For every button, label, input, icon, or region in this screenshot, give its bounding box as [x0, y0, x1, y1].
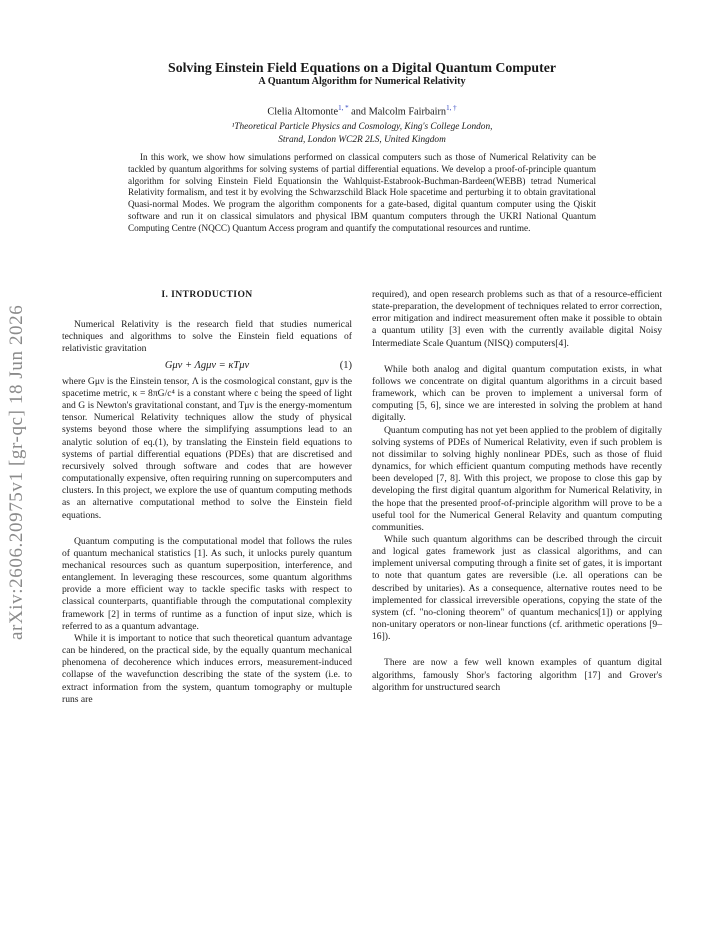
author-affiliation-marker[interactable]: 1, †: [446, 104, 457, 112]
abstract-text: In this work, we show how simulations performed on classical computers such as those of Numerical Relativity can be tackled by quantum algorithms for solving systems of partial differential equations. We develop a proof-of-principle quantum algorithm for solving Einstein Field Equationsin the Wahlquist-Estabrook-Buchman-Bardeen(WEBB) tetrad Numerical Relativity formalism, and test it by evolving the Schwarzschild Black Hole spacetime and perturbing it to obtain gravitational Quasi-normal Modes. We program the algorithm components for a gate-based, digital quantum computer using the Qiskit software and run it on classical simulators and physical IBM quantum computers through the UKRI National Quantum Computing Centre (NQCC) Quantum Access program and quantify the computational resources and runtime.: [128, 152, 596, 233]
paper-subtitle: A Quantum Algorithm for Numerical Relativity: [258, 76, 466, 87]
abstract: [128, 152, 596, 235]
left-column: [62, 289, 352, 706]
paragraph: Numerical Relativity is the research field that studies numerical techniques and algorithms to solve the Einstein field equations of relativistic gravitation: [62, 319, 352, 355]
section-heading: I. INTRODUCTION: [161, 289, 253, 300]
author-name: Clelia Altomonte: [267, 106, 339, 118]
paragraph: Quantum computing is the computational model that follows the rules of quantum mechanical statistics [1]. As such, it unlocks purely quantum mechanical resources such as quantum superposition, interference, and entanglement. In leveraging these rescources, some quantum algorithms provide a more efficient way to tackle specific tasks with respect to classical counterparts, quantifiable through the computational complexity framework [2] in terms of runtime as a function of input size, which is referred to as a quantum advantage.: [62, 535, 352, 632]
equation: [62, 360, 352, 372]
paragraph: where Gμν is the Einstein tensor, Λ is the cosmological constant, gμν is the spacetime metric, κ = 8πG/c⁴ is a constant where c being the speed of light and G is Newton's gravitational constant, and Tμν is the energy-momentum tensor. Numerical Relativity techniques allow the study of physical systems beyond those where the simplifying assumptions lead to an analytic solution of eq.(1), by translating the Einstein field equations to systems of partial differential equations (PDEs) that are discretised and recursively solved through software and codes that are however computationally expensive, often requiring running on supercomputers and clusters. In this project, we explore the use of quantum computing methods as an alternative computational method to solve the Einstein field equations.: [62, 375, 352, 521]
equation-number: (1): [339, 359, 352, 371]
affiliation: [110, 121, 614, 146]
paragraph: While such quantum algorithms can be described through the circuit and logical gates framework just as classical algorithms, and can implement universal computing through a finite set of gates, it is important to note that quantum gates are reversible (i.e. all operations can be described by unitaries). As a consequence, alternative routes need to be implemented for classical irreversible operations, copying the state of the system (cf. "no-cloning theorem" of quantum mechanics[1]) or applying non-unitary operators or non-linear functions (cf. arithmetic operations [9–16]).: [372, 533, 662, 643]
right-column: [372, 289, 662, 694]
author-conjunction: and: [348, 106, 369, 118]
equation-body: Gμν + Λgμν = κTμν: [164, 359, 250, 371]
author-list: [110, 104, 614, 117]
author-name: Malcolm Fairbairn: [368, 106, 447, 118]
affiliation-line: ¹Theoretical Particle Physics and Cosmology, King's College London,: [231, 122, 493, 132]
author-affiliation-marker[interactable]: 1, *: [338, 104, 349, 112]
paper-title: Solving Einstein Field Equations on a Digital Quantum Computer: [168, 60, 556, 75]
paragraph: required), and open research problems such as that of a resource-efficient state-preparation, the development of techniques related to error correction, error mitigation and indirect measurement often make it possible to obtain a quantum utility [3] even with the currently available digital Noisy Intermediate Scale Quantum (NISQ) computers[4].: [372, 289, 662, 349]
paragraph: While both analog and digital quantum computation exists, in what follows we concentrate on digital quantum algorithms in a circuit based framework, which can be proven to implement a universal form of computing [5, 6], since we are interested in solving the problem at hand digitally.: [372, 363, 662, 424]
affiliation-line: Strand, London WC2R 2LS, United Kingdom: [278, 134, 446, 145]
paragraph: Quantum computing has not yet been applied to the problem of digitally solving systems of PDEs of Numerical Relativity, even if such problem is not dissimilar to solving highly nonlinear PDEs, such as those of fluid dynamics, for which efficient quantum computing methods have recently been developed [7, 8]. With this project, we propose to close this gap by developing the first digital quantum algorithm for Numerical Relativity, in the hope that the presented proof-of-principle algorithm will prove to be a useful tool for the Numerical General Relavity and quantum computing communities.: [372, 424, 662, 533]
paragraph: There are now a few well known examples of quantum digital algorithms, famously Shor's factoring algorithm [17] and Grover's algorithm for unstructured search: [372, 657, 662, 693]
arxiv-identifier: arXiv:2606.20975v1 [gr-qc] 18 Jun 2026: [6, 304, 27, 640]
paragraph: While it is important to notice that such theoretical quantum advantage can be hindered, on the practical side, by the equally quantum mechanical phenomena of decoherence which induces errors, measurement-induced collapse of the wavefunction describing the state of the system (i.e. to extract information from the system, quantum tomography or multuple runs are: [62, 632, 352, 705]
